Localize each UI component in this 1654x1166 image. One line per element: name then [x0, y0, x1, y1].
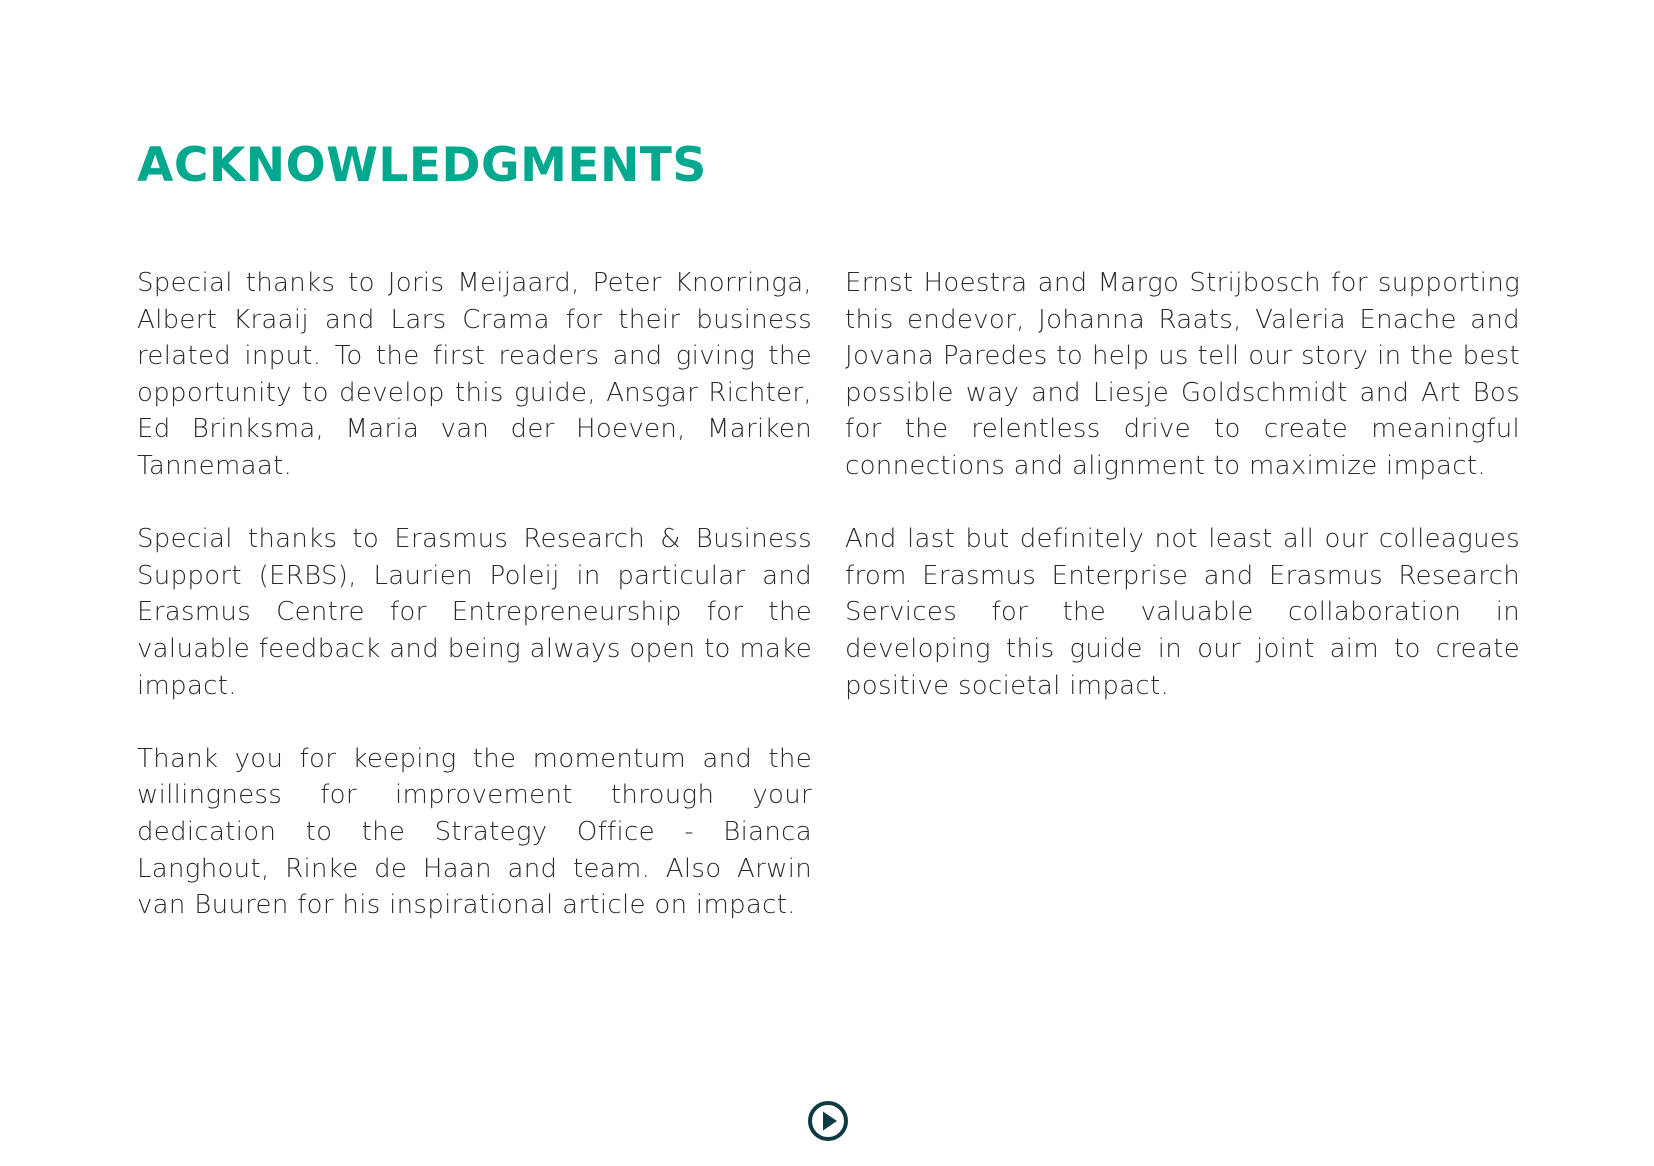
play-circle-icon: [807, 1100, 849, 1142]
paragraph: Ernst Hoestra and Margo Strijbosch for supporting this endevor, Johanna Raats, Valeria Enache and Jovana Paredes to help us tell our story in the best possible way and Liesje Goldschmidt and Art Bos for the relentless drive to create meaningful connections and alignment to maximize impact.: [845, 268, 1520, 481]
paragraph: And last but definitely not least all our colleagues from Erasmus Enterprise and Erasmus Research Services for the valuable collaboration in developing this guide in our joint aim to create positive societal impact.: [845, 524, 1520, 701]
paragraph: Special thanks to Joris Meijaard, Peter Knorringa, Albert Kraaij and Lars Crama for their business related input. To the first readers and giving the opportunity to develop this guide, Ansgar Richter, Ed Brinksma, Maria van der Hoeven, Mariken Tannemaat.: [137, 268, 812, 481]
page-title: ACKNOWLEDGMENTS: [137, 138, 707, 193]
next-page-button[interactable]: [807, 1100, 849, 1142]
paragraph: Thank you for keeping the momentum and the willingness for improvement through your dedication to the Strategy Office - Bianca Langhout, Rinke de Haan and team. Also Arwin van Buuren for his inspirational article on impact.: [137, 743, 812, 921]
left-column: [137, 265, 812, 960]
paragraph: Special thanks to Erasmus Research & Business Support (ERBS), Laurien Poleij in particular and Erasmus Centre for Entrepreneurship for the valuable feedback and being always open to make impact.: [137, 524, 812, 701]
right-column: [845, 265, 1520, 741]
